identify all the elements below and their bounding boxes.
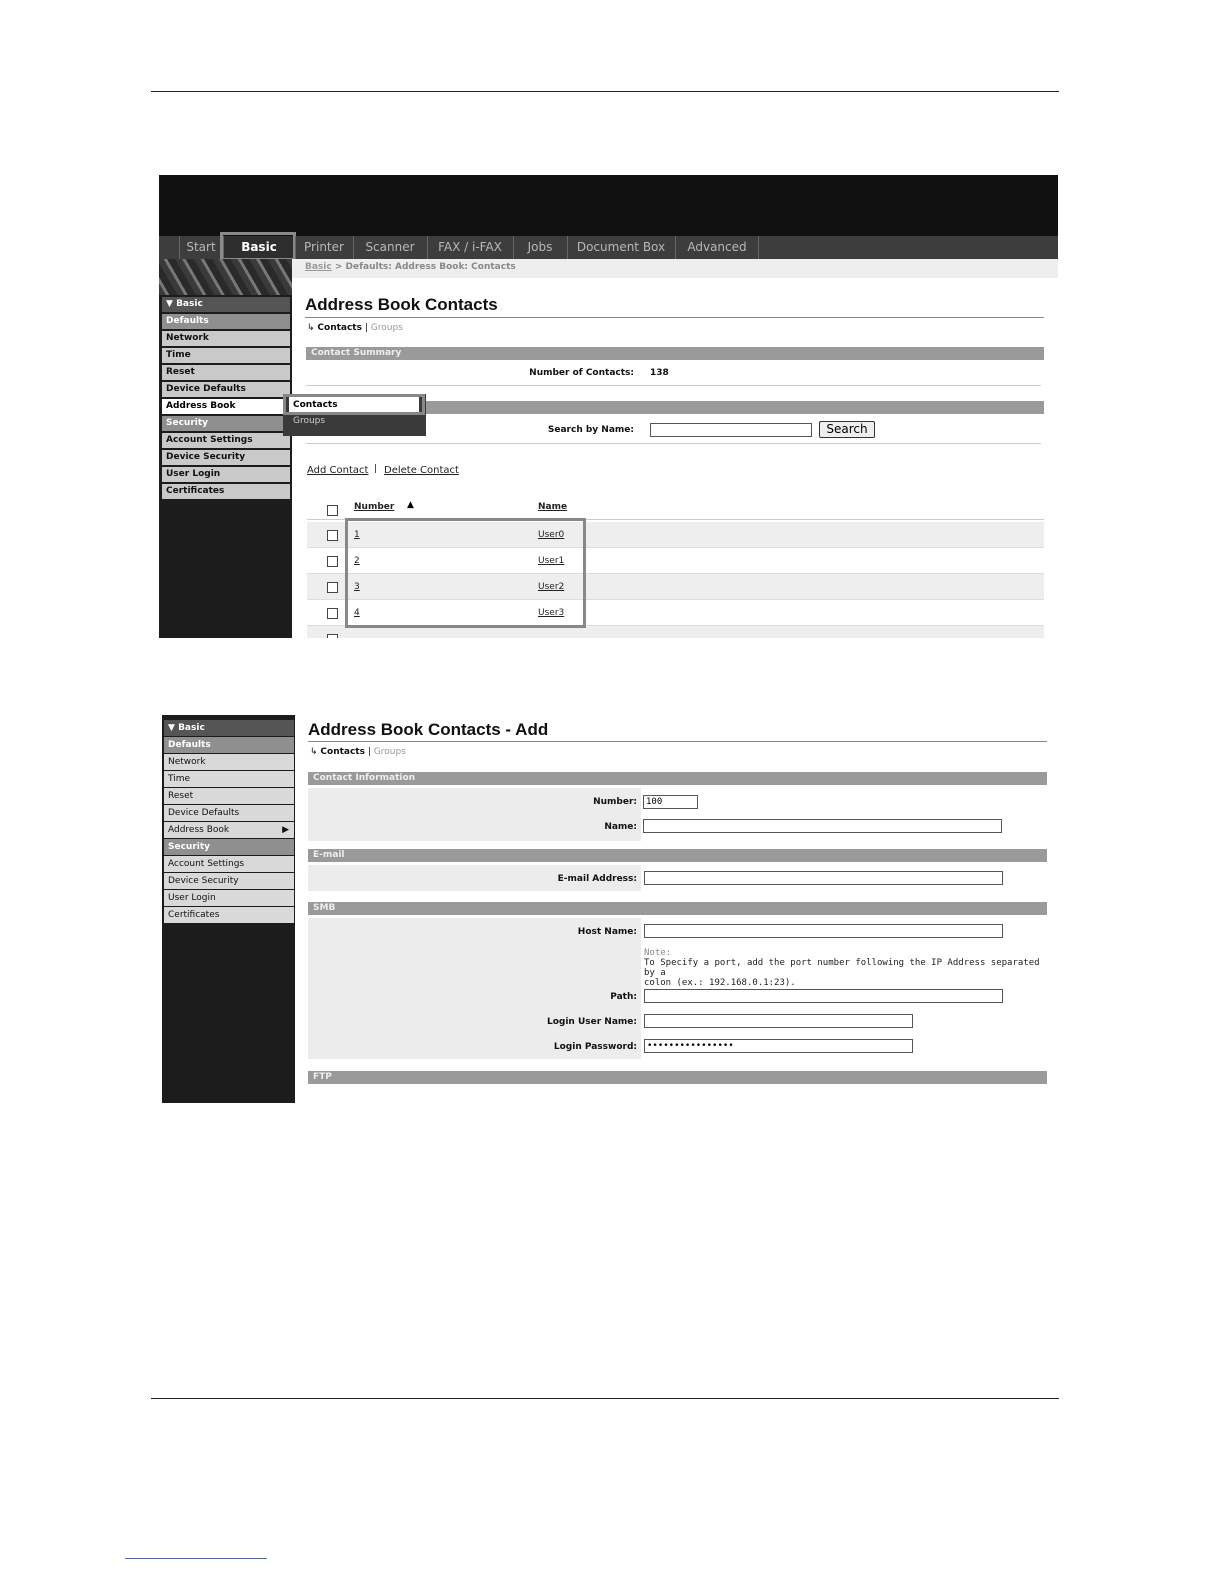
- delete-contact-link[interactable]: Delete Contact: [384, 465, 459, 476]
- sidebar-item-reset[interactable]: Reset: [164, 788, 294, 804]
- sidebar-item-reset[interactable]: Reset: [162, 365, 290, 380]
- subnav-separator: |: [364, 323, 368, 333]
- row-number-link[interactable]: 2: [354, 556, 360, 566]
- path-label: Path:: [610, 992, 637, 1002]
- tab-jobs[interactable]: Jobs: [513, 236, 566, 259]
- row-name-link[interactable]: User1: [538, 556, 565, 566]
- subnav-contacts[interactable]: Contacts: [317, 323, 362, 333]
- sidebar-item-defaults: Defaults: [164, 737, 294, 753]
- sidebar-item-device-defaults[interactable]: Device Defaults: [162, 382, 290, 397]
- bottom-rule: [151, 1398, 1059, 1399]
- flyout-contacts-highlight: [283, 394, 425, 415]
- login-user-name-input[interactable]: [644, 1014, 913, 1028]
- sidebar-item-certificates[interactable]: Certificates: [164, 907, 294, 923]
- smb-header: SMB: [308, 902, 1047, 915]
- summary-divider: [306, 385, 1041, 386]
- note-line-1: To Specify a port, add the port number following the IP Address separated by a: [644, 958, 1040, 978]
- email-header: E-mail: [308, 849, 1047, 862]
- sort-ascending-icon[interactable]: ▲: [407, 500, 414, 510]
- flyout-contacts[interactable]: Contacts: [289, 397, 419, 413]
- row-name-link[interactable]: User2: [538, 582, 565, 592]
- sidebar-item-defaults: Defaults: [162, 314, 290, 329]
- sidebar-item-device-security[interactable]: Device Security: [164, 873, 294, 889]
- tab-basic-highlight: [220, 232, 296, 261]
- row-number-link[interactable]: 3: [354, 582, 360, 592]
- footer-link-underline: [125, 1558, 267, 1559]
- sidebar-item-user-login[interactable]: User Login: [164, 890, 294, 906]
- sidebar-item-user-login[interactable]: User Login: [162, 467, 290, 482]
- search-input[interactable]: [650, 423, 812, 437]
- actions-separator: |: [374, 464, 378, 474]
- tab-advanced[interactable]: Advanced: [675, 236, 759, 259]
- row-number-link[interactable]: 4: [354, 608, 360, 618]
- sidebar-item-certificates[interactable]: Certificates: [162, 484, 290, 499]
- address-book-add-screenshot: [162, 715, 1048, 1103]
- email-address-input[interactable]: [644, 871, 1003, 885]
- search-button[interactable]: Search: [819, 421, 875, 438]
- tab-fax[interactable]: FAX / i-FAX: [427, 236, 512, 259]
- arrow-icon: ↳: [310, 747, 321, 757]
- breadcrumb-basic-link[interactable]: Basic: [305, 262, 332, 272]
- subnav-groups[interactable]: Groups: [373, 747, 406, 757]
- number-of-contacts-value: 138: [650, 368, 669, 378]
- select-all-checkbox[interactable]: [327, 505, 338, 516]
- arrow-icon: ↳: [307, 323, 318, 333]
- sidebar-section-label: Basic: [176, 299, 203, 309]
- name-input[interactable]: [643, 819, 1002, 833]
- sidebar-section-basic[interactable]: [164, 720, 294, 736]
- header-banner: [159, 175, 1058, 236]
- rows-highlight: [345, 518, 586, 628]
- row-number-link[interactable]: 1: [354, 530, 360, 540]
- subnav-contacts[interactable]: Contacts: [320, 747, 365, 757]
- column-header-number[interactable]: Number: [354, 502, 395, 512]
- sidebar-item-device-security[interactable]: Device Security: [162, 450, 290, 465]
- tab-scanner[interactable]: Scanner: [353, 236, 426, 259]
- login-password-label: Login Password:: [553, 1042, 637, 1052]
- number-input[interactable]: 100: [643, 795, 698, 809]
- top-rule: [151, 91, 1059, 92]
- row-name-link[interactable]: User0: [538, 530, 565, 540]
- email-address-label: E-mail Address:: [557, 874, 637, 884]
- sidebar-item-device-defaults[interactable]: Device Defaults: [164, 805, 294, 821]
- contact-information-header: Contact Information: [308, 772, 1047, 785]
- tab-printer[interactable]: Printer: [295, 236, 352, 259]
- triangle-right-icon: ▶: [282, 825, 289, 835]
- row-checkbox[interactable]: [327, 582, 338, 593]
- sidebar-item-time[interactable]: Time: [162, 348, 290, 363]
- breadcrumb: [305, 262, 516, 272]
- row-name-link[interactable]: User3: [538, 608, 565, 618]
- tab-start[interactable]: Start: [179, 236, 222, 259]
- row-checkbox[interactable]: [327, 634, 338, 638]
- sidebar-item-address-book[interactable]: [164, 822, 294, 838]
- tab-document-box[interactable]: Document Box: [567, 236, 674, 259]
- breadcrumb-path: > Defaults: Address Book: Contacts: [334, 262, 516, 272]
- contact-information-panel: [308, 788, 641, 841]
- title-divider: [305, 317, 1044, 318]
- triangle-down-icon: ▼: [168, 723, 179, 733]
- sidebar-item-time[interactable]: Time: [164, 771, 294, 787]
- subnav-separator: |: [367, 747, 371, 757]
- subnav-groups[interactable]: Groups: [370, 323, 403, 333]
- contact-summary-header: Contact Summary: [306, 347, 1044, 360]
- ftp-header: FTP: [308, 1071, 1047, 1084]
- path-input[interactable]: [644, 989, 1003, 1003]
- sidebar-decoration: [159, 259, 292, 295]
- login-user-name-label: Login User Name:: [546, 1017, 637, 1027]
- number-of-contacts-label: Number of Contacts:: [529, 368, 634, 378]
- sidebar-item-account-settings[interactable]: Account Settings: [164, 856, 294, 872]
- sidebar-item-network[interactable]: Network: [164, 754, 294, 770]
- sidebar-item-label: Address Book: [168, 825, 230, 835]
- sidebar-item-security: Security: [162, 416, 290, 431]
- title-divider: [308, 741, 1047, 742]
- row-checkbox[interactable]: [327, 556, 338, 567]
- sidebar-section-label: Basic: [178, 723, 205, 733]
- number-label: Number:: [593, 797, 637, 807]
- host-name-label: Host Name:: [577, 927, 637, 937]
- sidebar-section-basic[interactable]: [162, 297, 290, 312]
- login-password-input[interactable]: ••••••••••••••••: [644, 1039, 913, 1053]
- note-title: Note:: [644, 948, 672, 958]
- note-line-2: colon (ex.: 192.168.0.1:23).: [644, 978, 796, 988]
- flyout-groups[interactable]: Groups: [293, 416, 326, 426]
- row-checkbox[interactable]: [327, 608, 338, 619]
- sidebar-item-account-settings[interactable]: Account Settings: [162, 433, 290, 448]
- sub-navigation: [310, 747, 406, 757]
- smb-panel: [308, 918, 641, 1059]
- address-book-contacts-screenshot: [159, 175, 1058, 638]
- name-label: Name:: [604, 822, 637, 832]
- row-checkbox[interactable]: [327, 530, 338, 541]
- sidebar-item-network[interactable]: Network: [162, 331, 290, 346]
- page-title: Address Book Contacts - Add: [308, 720, 549, 739]
- sub-navigation: [307, 323, 403, 333]
- sidebar-item-address-book[interactable]: Address Book: [162, 399, 290, 414]
- column-header-name[interactable]: Name: [538, 502, 568, 512]
- search-by-name-label: Search by Name:: [547, 425, 634, 435]
- tab-basic[interactable]: Basic: [223, 236, 294, 259]
- page-title: Address Book Contacts: [305, 295, 498, 314]
- port-note: [644, 948, 1048, 988]
- host-name-input[interactable]: [644, 924, 1003, 938]
- sidebar-item-security: Security: [164, 839, 294, 855]
- triangle-down-icon: ▼: [166, 299, 177, 309]
- search-divider: [306, 443, 1041, 444]
- add-contact-link[interactable]: Add Contact: [307, 465, 369, 476]
